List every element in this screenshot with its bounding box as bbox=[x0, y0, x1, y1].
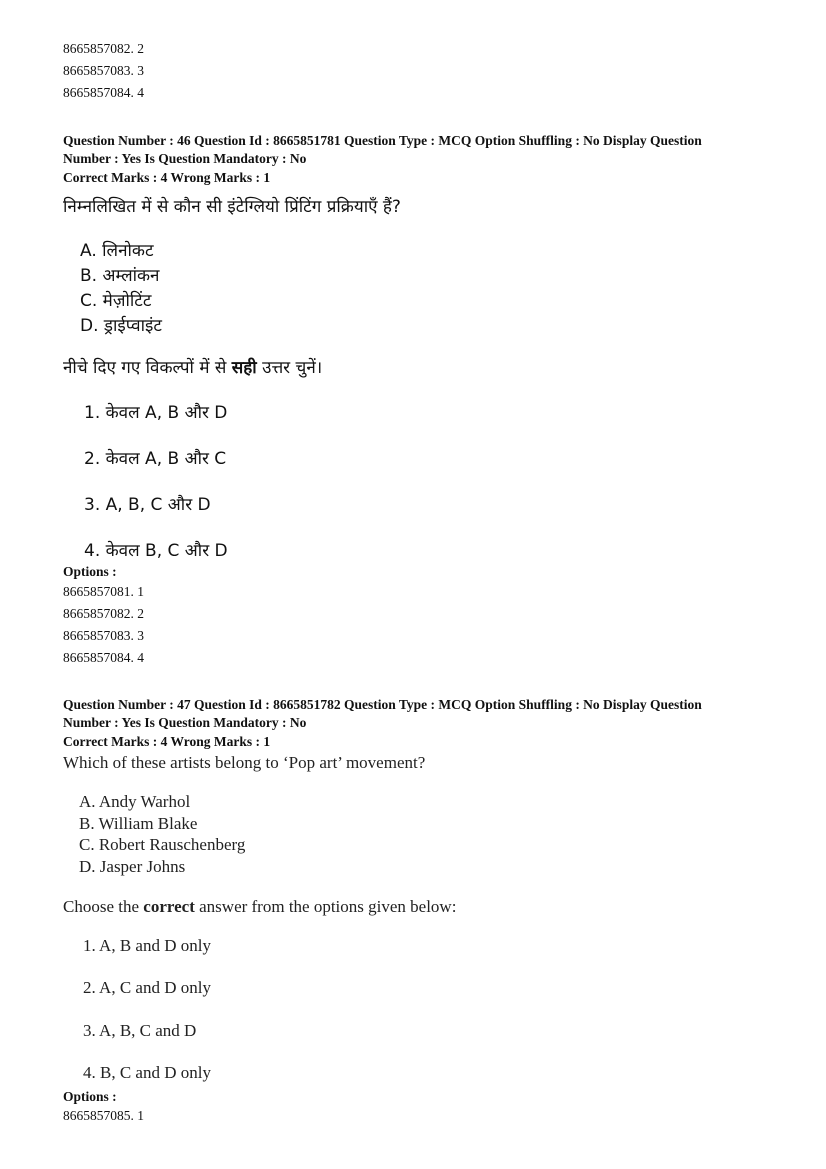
statement-b: B. अम्लांकन bbox=[80, 266, 160, 286]
statement-d: D. Jasper Johns bbox=[79, 857, 186, 876]
statement-c: C. Robert Rauschenberg bbox=[79, 835, 246, 854]
statement-c: C. मेज़ोटिंट bbox=[80, 291, 152, 311]
answer-choice-2: 2. A, C and D only bbox=[83, 978, 211, 997]
answer-choice-3: 3. A, B, C and D bbox=[83, 1021, 197, 1040]
option-line: 8665857084. 4 bbox=[63, 650, 144, 665]
option-line: 8665857082. 2 bbox=[63, 606, 144, 621]
options-label: Options : bbox=[63, 1089, 117, 1104]
instruction-pre: नीचे दिए गए विकल्पों में से bbox=[63, 358, 232, 378]
instruction bbox=[63, 897, 456, 917]
question-text: निम्नलिखित में से कौन सी इंटेग्लियो प्रिंटिंग प्रक्रियाएँ हैं? bbox=[63, 197, 401, 217]
option-line: 8665857084. 4 bbox=[63, 85, 144, 100]
answer-choice-4: 4. B, C and D only bbox=[83, 1063, 211, 1082]
answer-choice-1: 1. केवल A, B और D bbox=[84, 403, 228, 423]
question-header-line2: Number : Yes Is Question Mandatory : No bbox=[63, 151, 307, 166]
instruction-bold: correct bbox=[143, 897, 195, 916]
question-marks: Correct Marks : 4 Wrong Marks : 1 bbox=[63, 734, 271, 749]
option-line: 8665857085. 1 bbox=[63, 1108, 144, 1123]
answer-choice-1: 1. A, B and D only bbox=[83, 936, 211, 955]
instruction-post: answer from the options given below: bbox=[194, 897, 457, 916]
option-line: 8665857083. 3 bbox=[63, 63, 144, 78]
question-text: Which of these artists belong to ‘Pop art’ movement? bbox=[63, 753, 426, 772]
option-line: 8665857081. 1 bbox=[63, 584, 144, 599]
answer-choice-2: 2. केवल A, B और C bbox=[84, 449, 227, 469]
options-label: Options : bbox=[63, 564, 117, 579]
statement-d: D. ड्राईप्वाइंट bbox=[80, 316, 162, 336]
answer-choice-3: 3. A, B, C और D bbox=[84, 495, 211, 515]
instruction-post: उत्तर चुनें। bbox=[256, 358, 323, 378]
option-line: 8665857082. 2 bbox=[63, 41, 144, 56]
instruction bbox=[63, 355, 322, 378]
statement-a: A. लिनोकट bbox=[80, 241, 154, 261]
question-header-line1: Question Number : 46 Question Id : 8665851781 Question Type : MCQ Option Shuffling : No Display Question bbox=[63, 133, 702, 148]
statement-b: B. William Blake bbox=[79, 814, 198, 833]
question-marks: Correct Marks : 4 Wrong Marks : 1 bbox=[63, 170, 271, 185]
instruction-bold: सही bbox=[231, 358, 257, 378]
statement-a: A. Andy Warhol bbox=[79, 792, 191, 811]
question-header-line2: Number : Yes Is Question Mandatory : No bbox=[63, 715, 307, 730]
option-line: 8665857083. 3 bbox=[63, 628, 144, 643]
answer-choice-4: 4. केवल B, C और D bbox=[84, 541, 228, 561]
question-header-line1: Question Number : 47 Question Id : 8665851782 Question Type : MCQ Option Shuffling : No Display Question bbox=[63, 697, 702, 712]
instruction-pre: Choose the bbox=[63, 897, 144, 916]
